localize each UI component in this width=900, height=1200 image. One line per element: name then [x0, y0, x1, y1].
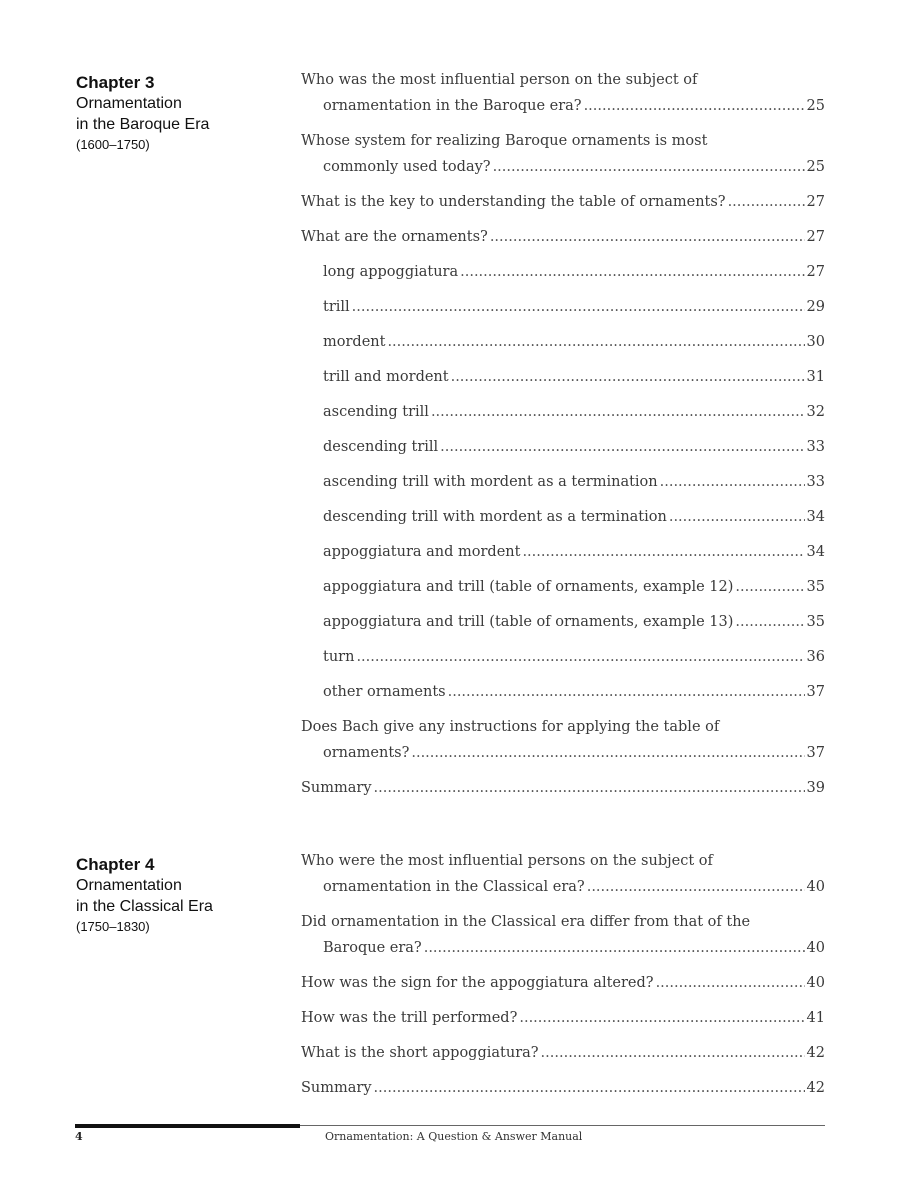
leader-dots: [656, 970, 805, 996]
toc-entry-label: What is the key to understanding the table of ornaments?: [301, 194, 726, 210]
toc-page-number: 33: [806, 439, 825, 455]
toc-entry[interactable]: [301, 1040, 825, 1066]
toc-subentry[interactable]: [301, 259, 825, 285]
chapter-4-toc: [301, 848, 825, 1101]
leader-dots: [522, 539, 804, 565]
toc-entry[interactable]: [301, 1005, 825, 1031]
footer-rule-thick: [75, 1124, 300, 1128]
toc-subentry[interactable]: [301, 364, 825, 390]
leader-dots: [519, 1005, 804, 1031]
toc-subentry[interactable]: [301, 609, 825, 635]
chapter-number: Chapter 3: [76, 73, 155, 92]
toc-entry-label: Who was the most influential person on the subject of: [301, 72, 698, 88]
toc-entry[interactable]: [301, 224, 825, 250]
toc-page-number: 25: [806, 98, 825, 114]
toc-page-number: 39: [806, 780, 825, 796]
toc-page-number: 42: [806, 1080, 825, 1096]
leader-dots: [352, 294, 805, 320]
leader-dots: [356, 644, 804, 670]
toc-entry[interactable]: [301, 67, 825, 119]
toc-entry-label: long appoggiatura: [323, 264, 459, 280]
chapter-3-heading: [76, 72, 276, 155]
toc-entry[interactable]: [301, 189, 825, 215]
footer-rule: [300, 1125, 825, 1126]
leader-dots: [440, 434, 804, 460]
toc-entry-label: other ornaments: [323, 684, 446, 700]
toc-page-number: 27: [806, 229, 825, 245]
toc-page-number: 35: [806, 579, 825, 595]
toc-subentry[interactable]: [301, 679, 825, 705]
toc-page-number: 37: [806, 684, 825, 700]
toc-subentry[interactable]: [301, 574, 825, 600]
toc-page-number: 34: [806, 544, 825, 560]
leader-dots: [431, 399, 805, 425]
leader-dots: [735, 609, 804, 635]
toc-entry-label: Summary: [301, 780, 372, 796]
toc-entry-label: How was the trill performed?: [301, 1010, 518, 1026]
toc-entry-label: ornaments?: [323, 745, 410, 761]
chapter-years: (1600–1750): [76, 137, 150, 152]
chapter-years: (1750–1830): [76, 919, 150, 934]
toc-page-number: 35: [806, 614, 825, 630]
chapter-4-heading: [76, 854, 276, 937]
toc-page-number: 36: [806, 649, 825, 665]
toc-page-number: 42: [806, 1045, 825, 1061]
toc-entry-label: descending trill: [323, 439, 439, 455]
toc-subentry[interactable]: [301, 469, 825, 495]
toc-entry-label: What is the short appoggiatura?: [301, 1045, 539, 1061]
leader-dots: [669, 504, 805, 530]
toc-page-number: 40: [806, 879, 825, 895]
toc-entry-label: Summary: [301, 1080, 372, 1096]
chapter-title: in the Classical Era: [76, 898, 213, 915]
leader-dots: [424, 935, 805, 961]
toc-subentry[interactable]: [301, 399, 825, 425]
toc-page-number: 40: [806, 975, 825, 991]
chapter-3-toc: [301, 67, 825, 801]
toc-entry-label: How was the sign for the appoggiatura altered?: [301, 975, 654, 991]
leader-dots: [448, 679, 805, 705]
toc-entry-label: Whose system for realizing Baroque ornaments is most: [301, 133, 708, 149]
toc-page-number: 40: [806, 940, 825, 956]
chapter-title: in the Baroque Era: [76, 116, 210, 133]
toc-entry-label: turn: [323, 649, 355, 665]
leader-dots: [541, 1040, 805, 1066]
leader-dots: [735, 574, 804, 600]
leader-dots: [451, 364, 805, 390]
leader-dots: [374, 1075, 805, 1101]
toc-entry-label: Did ornamentation in the Classical era differ from that of the: [301, 914, 751, 930]
toc-entry-label: ascending trill: [323, 404, 429, 420]
toc-entry-label: descending trill with mordent as a termination: [323, 509, 667, 525]
toc-entry-label: appoggiatura and mordent: [323, 544, 521, 560]
toc-page-number: 33: [806, 474, 825, 490]
page-number: 4: [75, 1130, 83, 1143]
toc-entry[interactable]: [301, 1075, 825, 1101]
toc-subentry[interactable]: [301, 329, 825, 355]
toc-entry[interactable]: [301, 714, 825, 766]
leader-dots: [490, 224, 805, 250]
toc-subentry[interactable]: [301, 434, 825, 460]
leader-dots: [460, 259, 804, 285]
toc-entry-label: commonly used today?: [323, 159, 491, 175]
toc-entry-label: mordent: [323, 334, 386, 350]
toc-page-number: 29: [806, 299, 825, 315]
toc-entry-label: Does Bach give any instructions for applying the table of: [301, 719, 720, 735]
toc-entry[interactable]: [301, 848, 825, 900]
toc-page-number: 27: [806, 264, 825, 280]
chapter-title: Ornamentation: [76, 877, 182, 894]
leader-dots: [584, 93, 805, 119]
toc-page-number: 34: [806, 509, 825, 525]
toc-entry-label: trill and mordent: [323, 369, 449, 385]
toc-entry-label: ornamentation in the Classical era?: [323, 879, 585, 895]
toc-entry[interactable]: [301, 128, 825, 180]
toc-entry-label: ornamentation in the Baroque era?: [323, 98, 582, 114]
toc-page-number: 32: [806, 404, 825, 420]
toc-entry-label: ascending trill with mordent as a termination: [323, 474, 658, 490]
toc-page-number: 25: [806, 159, 825, 175]
toc-entry-label: trill: [323, 299, 350, 315]
leader-dots: [387, 329, 804, 355]
toc-entry-label: What are the ornaments?: [301, 229, 488, 245]
toc-subentry[interactable]: [301, 294, 825, 320]
leader-dots: [493, 154, 805, 180]
toc-subentry[interactable]: [301, 504, 825, 530]
toc-subentry[interactable]: [301, 539, 825, 565]
toc-entry-label: appoggiatura and trill (table of ornaments, example 13): [323, 614, 734, 630]
toc-page-number: 30: [806, 334, 825, 350]
leader-dots: [411, 740, 804, 766]
leader-dots: [728, 189, 805, 215]
toc-entry-label: Baroque era?: [323, 940, 422, 956]
toc-entry-label: appoggiatura and trill (table of ornaments, example 12): [323, 579, 734, 595]
chapter-title: Ornamentation: [76, 95, 182, 112]
toc-page-number: 27: [806, 194, 825, 210]
leader-dots: [660, 469, 805, 495]
leader-dots: [374, 775, 805, 801]
chapter-number: Chapter 4: [76, 855, 155, 874]
leader-dots: [587, 874, 805, 900]
toc-entry[interactable]: [301, 909, 825, 961]
toc-page-number: 31: [806, 369, 825, 385]
toc-entry[interactable]: [301, 970, 825, 996]
toc-page-number: 37: [806, 745, 825, 761]
running-title: Ornamentation: A Question & Answer Manual: [325, 1130, 583, 1143]
toc-entry[interactable]: [301, 775, 825, 801]
toc-entry-label: Who were the most influential persons on the subject of: [301, 853, 713, 869]
toc-subentry[interactable]: [301, 644, 825, 670]
toc-page-number: 41: [806, 1010, 825, 1026]
